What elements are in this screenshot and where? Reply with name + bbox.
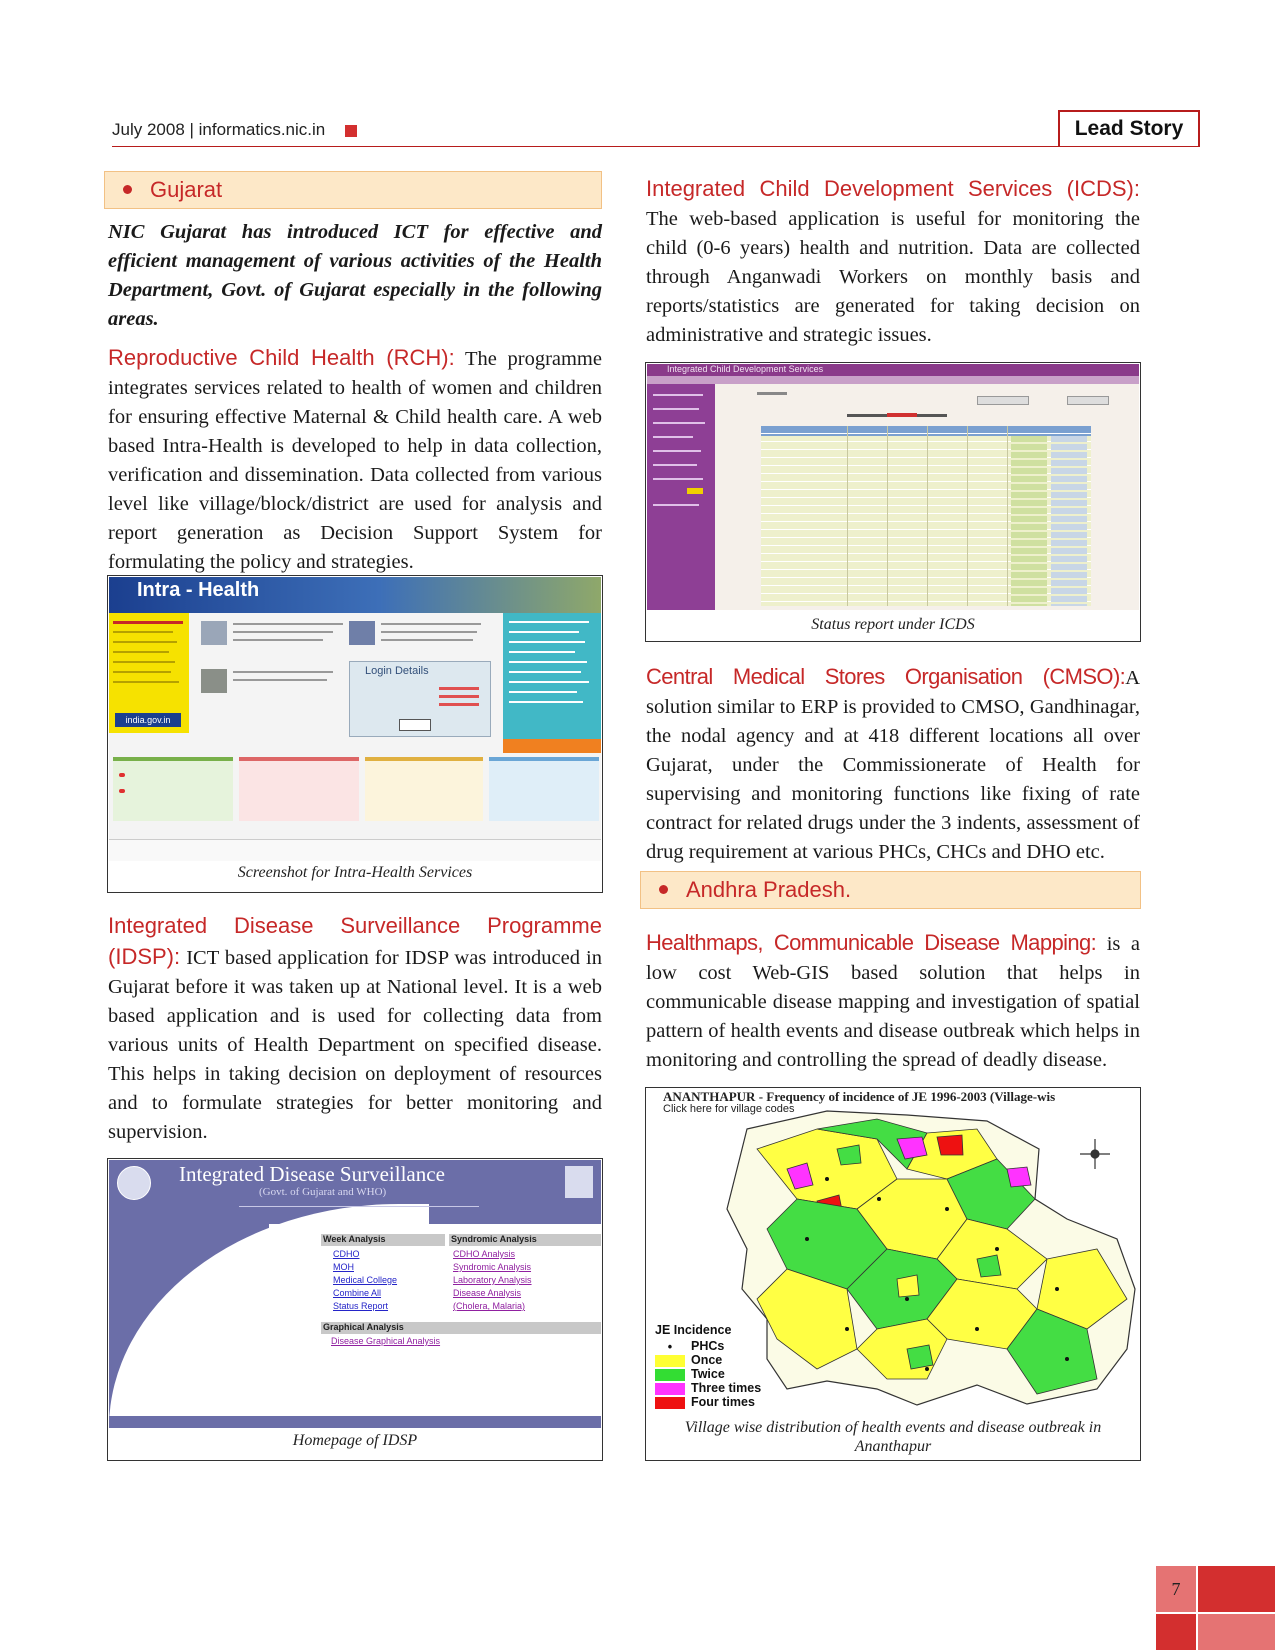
healthmaps-heading: Healthmaps, Communicable Disease Mapping: bbox=[646, 930, 1097, 955]
link-moh[interactable]: MOH bbox=[333, 1262, 354, 1272]
idsp-body: ICT based application for IDSP was introduced in Gujarat before it was taken up at National level. It is a web based application and is used for collecting data from various units of Health Department on specified disease. This helps in taking decision on deployment of resources and to formulate strategies for better monitoring and supervision. bbox=[108, 947, 603, 1143]
bullet-icon bbox=[123, 185, 132, 194]
legend-item-phcs: • PHCs bbox=[667, 1339, 725, 1354]
knowledge-panel bbox=[239, 757, 359, 821]
figure-caption: Screenshot for Intra-Health Services bbox=[237, 864, 473, 881]
intra-health-screenshot bbox=[109, 577, 601, 861]
link-disease-graphical-analysis[interactable]: Disease Graphical Analysis bbox=[331, 1336, 441, 1346]
region-heading-gujarat: Gujarat bbox=[104, 171, 602, 209]
figure-icds bbox=[645, 362, 1141, 642]
thumbnail-icon bbox=[201, 621, 227, 645]
india-gov-link[interactable]: india.gov.in bbox=[115, 713, 181, 727]
header-rule bbox=[112, 146, 1200, 147]
thumbnail-icon bbox=[201, 669, 227, 693]
legend-item-four-times: Four times bbox=[655, 1395, 761, 1409]
idsp-section bbox=[108, 911, 602, 1147]
cmso-body: A solution similar to ERP is provided to CMSO, Gandhinagar, the nodal agency and at 418 different locations all over Gujarat, under the Commissionerate of Health for supervising and monitoring functions like fixing of rate contract for related drugs under the 3 indents, assessment of drug requirement at various PHCs, CHCs and DHO etc. bbox=[646, 667, 1140, 863]
week-analysis-links bbox=[333, 1248, 397, 1313]
je-incidence-map bbox=[647, 1089, 1139, 1414]
idsp-subtitle: (Govt. of Gujarat and WHO) bbox=[259, 1186, 387, 1198]
link-disease-analysis[interactable]: Disease Analysis bbox=[453, 1288, 522, 1298]
icds-screenshot bbox=[647, 364, 1139, 610]
week-analysis-heading: Week Analysis bbox=[321, 1234, 445, 1246]
intra-health-title: Intra - Health bbox=[137, 579, 260, 601]
legend-item-three-times: Three times bbox=[655, 1381, 761, 1395]
link-combine-all[interactable]: Combine All bbox=[333, 1288, 382, 1298]
link-medical-college[interactable]: Medical College bbox=[333, 1275, 398, 1285]
idsp-title: Integrated Disease Surveillance bbox=[179, 1162, 445, 1186]
page-number: 7 bbox=[1156, 1566, 1196, 1612]
link-status-report[interactable]: Status Report bbox=[333, 1301, 389, 1311]
icds-heading: Integrated Child Development Services (ICDS): bbox=[646, 176, 1140, 201]
link-disease-analysis-note: (Cholera, Malaria) bbox=[453, 1301, 526, 1311]
map-title: ANANTHAPUR - Frequency of incidence of JE 1996-2003 (Village-wis bbox=[663, 1089, 1056, 1104]
emblem-icon bbox=[565, 1166, 593, 1198]
idsp-screenshot bbox=[109, 1160, 601, 1428]
healthmaps-section bbox=[646, 928, 1140, 1075]
link-cdho-analysis[interactable]: CDHO Analysis bbox=[453, 1249, 516, 1259]
info-panel bbox=[365, 757, 483, 821]
rch-body: The programme integrates services related to health of women and children for ensuring effective Maternal & Child health care. A web based Intra-Health is developed to help in data collection, verification and dissemination. Data collected from various level like village/block/district are used for analysis and report generation as Decision Support System for formulating the policy and strategies. bbox=[108, 348, 602, 573]
map-legend bbox=[655, 1323, 761, 1409]
icds-section bbox=[646, 174, 1140, 350]
cmso-heading: Central Medical Stores Organisation (CMSO): bbox=[646, 664, 1126, 689]
healthmaps-body: is a low cost Web-GIS based solution that helps in communicable disease mapping and investigation of spatial pattern of health events and disease outbreak which helps in monitoring and controlling the spread of deadly disease. bbox=[646, 933, 1141, 1071]
figure-intra-health bbox=[107, 575, 603, 893]
legend-item-twice: Twice bbox=[655, 1367, 761, 1381]
header-issue-site: July 2008 | informatics.nic.in bbox=[112, 120, 357, 140]
rch-heading: Reproductive Child Health (RCH): bbox=[108, 345, 455, 370]
link-cdho[interactable]: CDHO bbox=[333, 1249, 360, 1259]
icds-screen-title: Integrated Child Development Services bbox=[667, 364, 824, 374]
link-laboratory-analysis[interactable]: Laboratory Analysis bbox=[453, 1275, 532, 1285]
map-subtitle[interactable]: Click here for village codes bbox=[663, 1103, 795, 1115]
idsp-heading: Integrated Disease Surveillance Programme (IDSP): bbox=[108, 913, 602, 969]
figure-caption: Status report under ICDS bbox=[811, 616, 975, 633]
bullet-icon bbox=[659, 885, 668, 894]
news-panel bbox=[113, 757, 233, 821]
figure-idsp bbox=[107, 1158, 603, 1461]
page-corner-block bbox=[1198, 1566, 1275, 1612]
region-heading-andhra-pradesh: Andhra Pradesh. bbox=[640, 871, 1141, 909]
thumbnail-icon bbox=[349, 621, 375, 645]
login-button[interactable] bbox=[399, 719, 431, 731]
header-square-icon bbox=[345, 125, 357, 137]
figure-caption: Village wise distribution of health events and disease outbreak in Ananthapur bbox=[684, 1419, 1102, 1455]
legend-title: JE Incidence bbox=[655, 1323, 732, 1337]
syndromic-links bbox=[453, 1248, 532, 1313]
figure-je-map bbox=[645, 1087, 1141, 1461]
who-logo-icon bbox=[117, 1166, 151, 1200]
syndromic-analysis-heading: Syndromic Analysis bbox=[449, 1234, 601, 1246]
page-corner-block bbox=[1156, 1614, 1196, 1650]
legend-item-once: Once bbox=[655, 1353, 761, 1367]
login-title: Login Details bbox=[365, 665, 429, 677]
compass-icon bbox=[1080, 1139, 1110, 1169]
rch-section bbox=[108, 343, 602, 577]
icds-sidebar bbox=[647, 384, 715, 610]
page-corner-block bbox=[1198, 1614, 1275, 1650]
events-panel bbox=[489, 757, 599, 821]
figure-caption: Homepage of IDSP bbox=[292, 1432, 418, 1449]
section-label: Lead Story bbox=[1058, 110, 1200, 146]
link-syndromic-analysis[interactable]: Syndromic Analysis bbox=[453, 1262, 532, 1272]
graphical-analysis-heading: Graphical Analysis bbox=[321, 1322, 601, 1334]
cmso-section bbox=[646, 662, 1140, 867]
intro-paragraph: NIC Gujarat has introduced ICT for effective and efficient management of various activities of the Health Department, Govt. of Gujarat especially in the following areas. bbox=[108, 221, 602, 330]
icds-body: The web-based application is useful for monitoring the child (0-6 years) health and nutrition. Data are collected through Anganwadi Workers on monthly basis and reports/statistics are generated for taking decision on administrative and strategic issues. bbox=[646, 208, 1140, 346]
